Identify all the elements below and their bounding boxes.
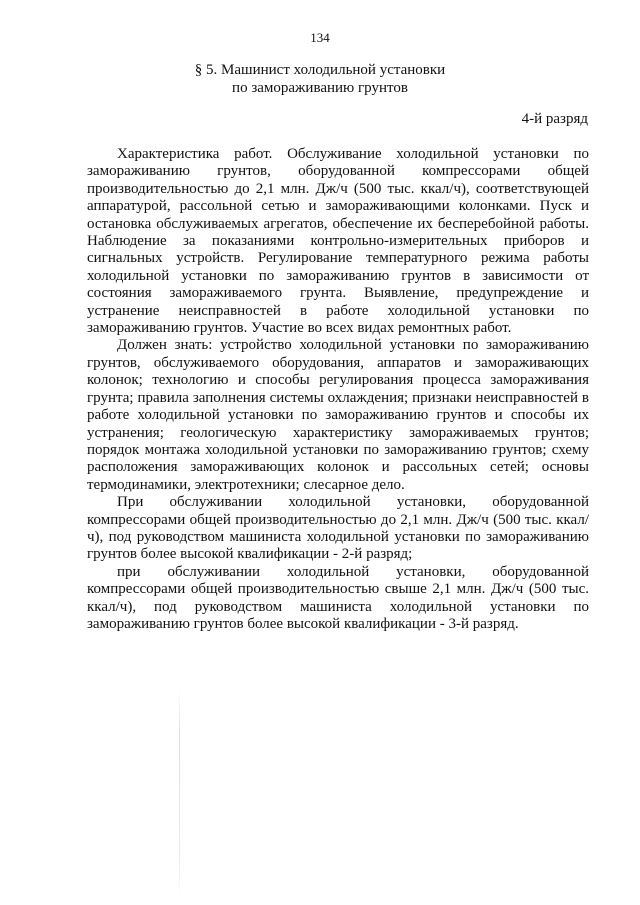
section-title-line-1: § 5. Машинист холодильной установки: [194, 62, 446, 78]
paragraph-grade-3: при обслуживании холодильной установки, оборудованной компрессорами общей производительностью свыше 2,1 млн. Дж/ч (500 тыс. ккал/ч), под руководством машиниста холодильной установки по замораживанию грунтов более высокой квалификации - 3-й разряд.: [87, 563, 589, 632]
paragraph-grade-2: При обслуживании холодильной установки, оборудованной компрессорами общей производительностью до 2,1 млн. Дж/ч (500 тыс. ккал/ч), под руководством машиниста холодильной установки по замораживанию грунтов более высокой квалификации - 2-й разряд;: [87, 494, 589, 563]
grade-label: 4-й разряд: [521, 111, 588, 127]
page-number: 134: [310, 30, 330, 45]
section-title: [0, 61, 640, 97]
scan-artifact-line: [179, 690, 180, 900]
paragraph-must-know: Должен знать: устройство холодильной установки по замораживанию грунтов, обслуживаемого оборудования, аппаратов и замораживающих колонок; технологию и способы регулирования процесса замораживания грунта; правила заполнения системы охлаждения; признаки неисправностей в работе холодильной установки по замораживанию грунтов и способы их устранения; геологическую характеристику замораживаемых грунтов; порядок монтажа холодильной установки по замораживанию грунтов; схему расположения замораживающих колонок и рассольных сетей; основы термодинамики, электротехники; слесарное дело.: [87, 337, 589, 493]
section-title-line-2: по замораживанию грунтов: [232, 80, 408, 96]
paragraph-characteristics: Характеристика работ. Обслуживание холодильной установки по замораживанию грунтов, оборудованной компрессорами общей производительностью до 2,1 млн. Дж/ч (500 тыс. ккал/ч), соответствующей аппаратурой, рассольной сетью и замораживающими колонками. Пуск и остановка обслуживаемых агрегатов, обеспечение их бесперебойной работы. Наблюдение за показаниями контрольно-измерительных приборов и сигнальных устройств. Регулирование температурного режима работы холодильной установки по замораживанию грунтов в зависимости от состояния замораживаемого грунта. Выявление, предупреждение и устранение неисправностей в работе холодильной установки по замораживанию грунтов. Участие во всех видах ремонтных работ.: [87, 146, 589, 337]
body-text: [87, 146, 589, 633]
